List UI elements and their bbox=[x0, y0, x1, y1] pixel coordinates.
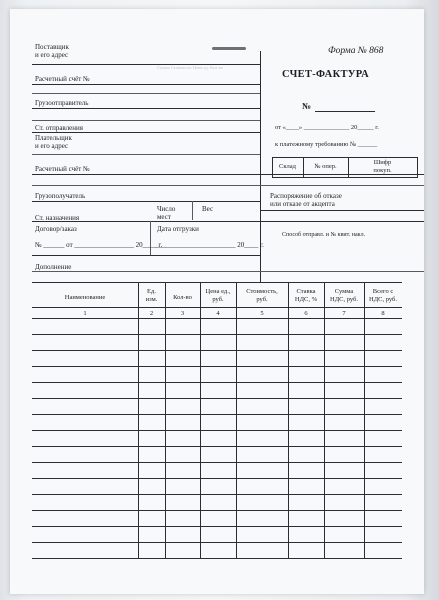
contract-label: Договор/заказ bbox=[35, 225, 77, 233]
destination-station-label: Ст. назначения bbox=[35, 214, 80, 222]
table-column-divider-3 bbox=[200, 282, 201, 558]
column-number-7: 7 bbox=[342, 310, 346, 317]
table-column-divider-4 bbox=[236, 282, 237, 558]
contract-bottom-line bbox=[32, 255, 260, 256]
account-2-line bbox=[32, 174, 424, 175]
left-separator-line bbox=[32, 93, 260, 94]
table-column-divider-1 bbox=[138, 282, 139, 558]
codes-bottom-line bbox=[272, 177, 418, 178]
account-1-label: Расчетный счёт № bbox=[35, 75, 90, 83]
payment-request-line: к платежному требованию № ______ bbox=[275, 141, 378, 148]
column-header-name: Наименование bbox=[64, 294, 106, 301]
left-separator-line-2 bbox=[32, 185, 424, 186]
invoice-date-line: от «____» ______________ 20_____ г. bbox=[275, 124, 379, 131]
table-row-line bbox=[32, 398, 402, 399]
table-row-line bbox=[32, 366, 402, 367]
column-header-total: Всего с НДС, руб. bbox=[369, 288, 397, 303]
column-number-5: 5 bbox=[260, 310, 264, 317]
table-row-line bbox=[32, 414, 402, 415]
payer-line bbox=[32, 154, 260, 155]
column-header-unit: Ед. изм. bbox=[145, 288, 158, 303]
departure-station-label: Ст. отправления bbox=[35, 124, 83, 132]
column-header-vat-amount: Сумма НДС, руб. bbox=[330, 288, 358, 303]
table-row-line bbox=[32, 510, 402, 511]
consignee-line bbox=[32, 201, 260, 202]
places-weight-divider bbox=[192, 201, 193, 220]
table-row-line bbox=[32, 542, 402, 543]
shipper-line bbox=[32, 108, 260, 109]
refusal-order-label: Распоряжение об отказе или отказе от акцепта bbox=[270, 192, 342, 208]
table-header-line bbox=[32, 307, 402, 308]
table-row-line bbox=[32, 462, 402, 463]
contract-shipment-divider bbox=[150, 221, 151, 255]
table-column-divider-2 bbox=[165, 282, 166, 558]
codes-top-line bbox=[272, 157, 418, 158]
invoice-number-line bbox=[315, 111, 375, 112]
column-number-1: 1 bbox=[83, 310, 87, 317]
table-row-line bbox=[32, 382, 402, 383]
departure-station-line bbox=[32, 132, 260, 133]
show-through-artifact: Сумма Стоимость Цена ед. Кол-во bbox=[156, 65, 224, 70]
shipper-line-2 bbox=[32, 120, 260, 121]
codes-right-border bbox=[417, 157, 418, 177]
invoice-form-sheet bbox=[10, 9, 424, 594]
table-row-line bbox=[32, 494, 402, 495]
column-header-vat-rate: Ставка НДС, % bbox=[294, 288, 318, 303]
places-count-label: Число мест bbox=[157, 205, 176, 221]
table-row-line bbox=[32, 334, 402, 335]
table-column-divider-6 bbox=[324, 282, 325, 558]
table-number-row-line bbox=[32, 318, 402, 319]
table-column-divider-7 bbox=[364, 282, 365, 558]
addition-label: Дополнение bbox=[35, 263, 72, 271]
column-number-8: 8 bbox=[381, 310, 385, 317]
destination-station-line bbox=[32, 221, 424, 222]
form-number-label: Форма № 868 bbox=[328, 46, 384, 56]
form-title: СЧЕТ-ФАКТУРА bbox=[282, 69, 370, 80]
table-row-line bbox=[32, 350, 402, 351]
column-number-3: 3 bbox=[180, 310, 185, 317]
buyer-code-label: Шифр покуп. bbox=[373, 159, 392, 174]
column-number-6: 6 bbox=[304, 310, 308, 317]
supplier-line bbox=[32, 64, 260, 65]
refusal-order-line bbox=[260, 210, 424, 211]
supplier-label: Поставщик и его адрес bbox=[35, 43, 69, 59]
column-number-2: 2 bbox=[149, 310, 154, 317]
table-row-line bbox=[32, 558, 402, 559]
table-row-line bbox=[32, 430, 402, 431]
table-row-line bbox=[32, 526, 402, 527]
shipment-date-line: _______________________ 20____ г. bbox=[155, 241, 264, 249]
weight-label: Вес bbox=[202, 205, 214, 213]
column-header-cost: Стоимость, руб. bbox=[246, 288, 278, 303]
table-column-divider-5 bbox=[288, 282, 289, 558]
consignee-label: Грузополучатель bbox=[35, 192, 86, 200]
table-row-line bbox=[32, 478, 402, 479]
column-header-unit-price: Цена ед., руб. bbox=[205, 288, 231, 303]
addition-line bbox=[32, 271, 424, 272]
table-top-line bbox=[32, 282, 402, 283]
operation-number-label: № опер. bbox=[314, 163, 337, 170]
invoice-number-prefix: № bbox=[302, 101, 312, 111]
warehouse-label: Склад bbox=[279, 163, 296, 170]
account-1-line bbox=[32, 84, 260, 85]
contract-number-line: № ______ от _________________ 20____ г. bbox=[35, 241, 163, 249]
column-header-quantity: Кол-во bbox=[173, 294, 192, 301]
dispatch-method-label: Способ отправл. и № квит. накл. bbox=[282, 232, 366, 238]
shipment-date-label: Дата отгрузки bbox=[157, 225, 199, 233]
payer-label: Плательщик и его адрес bbox=[35, 134, 72, 150]
shipper-label: Грузоотправитель bbox=[35, 99, 89, 107]
account-2-label: Расчетный счёт № bbox=[35, 165, 90, 173]
column-number-4: 4 bbox=[216, 310, 220, 317]
table-row-line bbox=[32, 446, 402, 447]
top-binding-mark bbox=[212, 47, 246, 50]
